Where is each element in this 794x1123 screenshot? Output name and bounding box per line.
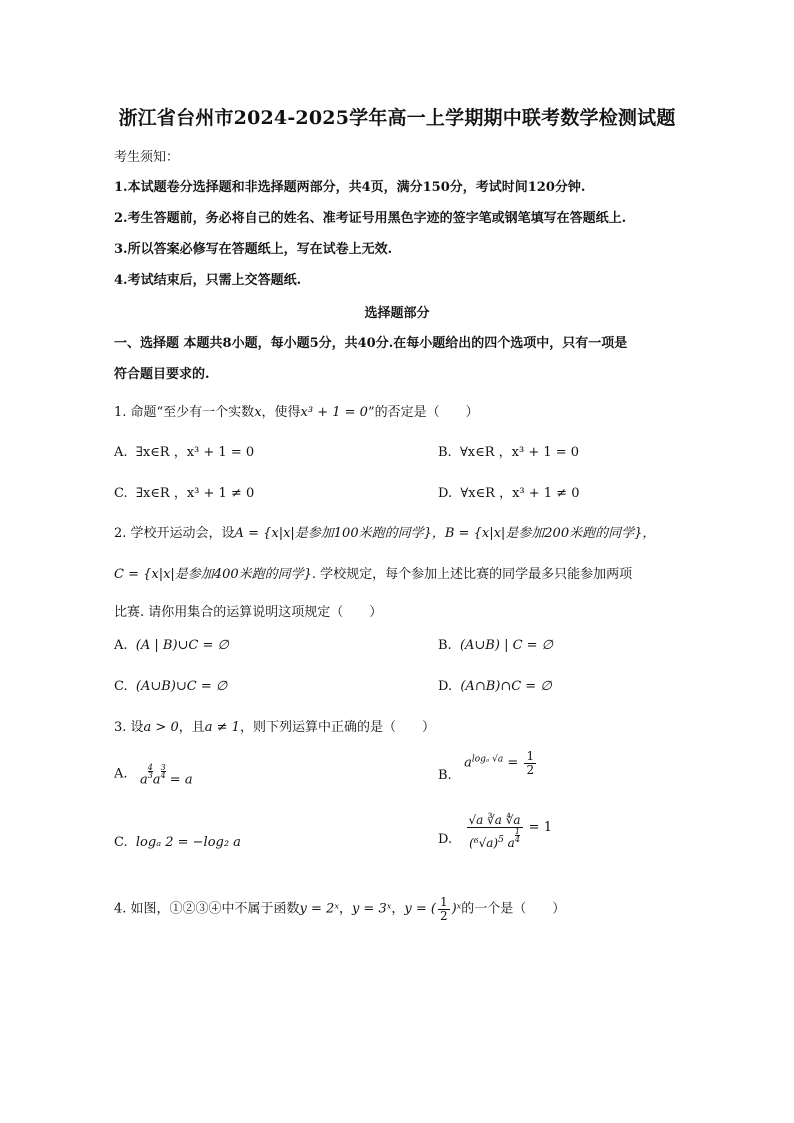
exp-num: 1 xyxy=(514,826,520,836)
q3-option-a[interactable] xyxy=(114,758,193,788)
option-text: ∃x∈R ，x³ + 1 = 0 xyxy=(135,445,255,460)
den-root: (⁶√a) xyxy=(469,835,499,850)
option-text: (A | B)∪C = ∅ xyxy=(135,638,229,653)
question-4-stem xyxy=(114,896,565,922)
den-exp: 5 xyxy=(498,834,504,845)
option-text: (A∪B) | C = ∅ xyxy=(459,638,554,653)
notice-heading: 考生须知： xyxy=(114,150,180,165)
notice-item-4: 4.考试结束后，只需上交答题纸. xyxy=(114,273,302,288)
q1-stem-c: ”的否定是（ ） xyxy=(367,405,479,420)
q2-option-c[interactable] xyxy=(114,679,227,694)
q2-option-b[interactable] xyxy=(438,638,553,653)
q3-condition-2: a ≠ 1 xyxy=(204,720,240,735)
exponent-frac xyxy=(161,764,166,779)
option-label: A. xyxy=(114,766,128,782)
q2-set-a: A = {x|x|是参加100米跑的同学}， xyxy=(234,526,445,541)
notice-item-3: 3.所以答案必修写在答题纸上，写在试卷上无效. xyxy=(114,242,393,257)
exp-den: 3 xyxy=(147,771,153,781)
option-label: B. xyxy=(438,445,452,460)
q4-function-3-close: )ˣ xyxy=(451,901,462,917)
option-text: (A∩B)∩C = ∅ xyxy=(460,679,552,694)
option-label: D. xyxy=(438,679,453,694)
q3-stem-b: ，且 xyxy=(178,720,205,735)
den-exp-frac xyxy=(515,828,520,843)
frac-num: 1 xyxy=(526,749,535,763)
q3-condition-1: a > 0 xyxy=(143,720,179,735)
option-text: logₐ 2 = −log₂ a xyxy=(135,835,241,850)
equals-sign: = xyxy=(507,755,519,771)
frac-num: 1 xyxy=(439,895,448,909)
q3-option-d[interactable] xyxy=(438,814,552,849)
exp-num: 4 xyxy=(147,763,153,772)
frac-den xyxy=(467,828,523,850)
option-label: C. xyxy=(114,486,128,501)
section-intro-line-2: 符合题目要求的. xyxy=(114,367,210,382)
q1-option-c[interactable] xyxy=(114,482,254,501)
option-label: B. xyxy=(438,767,452,783)
option-text: ∃x∈R ，x³ + 1 ≠ 0 xyxy=(135,486,255,501)
q1-var: x xyxy=(254,405,262,420)
q4-function-3-open: y = ( xyxy=(404,901,436,917)
option-label: B. xyxy=(438,638,452,653)
exp-num: 3 xyxy=(160,763,166,772)
rhs: = 1 xyxy=(528,820,552,836)
q3-option-c[interactable] xyxy=(114,835,241,850)
q1-option-a[interactable] xyxy=(114,441,254,460)
q1-option-b[interactable] xyxy=(438,441,579,460)
q4-function-1: y = 2ˣ xyxy=(299,901,339,917)
question-1-stem xyxy=(114,401,479,420)
separator: ， xyxy=(338,901,352,917)
section-intro-line-1: 一、选择题 本题共8小题，每小题5分，共40分.在每小题给出的四个选项中，只有一项是 xyxy=(114,336,628,351)
section-title: 选择题部分 xyxy=(364,306,430,321)
option-formula xyxy=(140,764,193,788)
q3-stem-c: ，则下列运算中正确的是（ ） xyxy=(239,720,435,735)
rhs: = a xyxy=(169,772,193,788)
notice-item-1: 1.本试题卷分选择题和非选择题两部分，共4页，满分150分，考试时间120分钟. xyxy=(114,180,586,195)
q2-set-c: C = {x|x|是参加400米跑的同学} xyxy=(114,567,312,582)
option-label: A. xyxy=(114,445,128,460)
frac-den: 2 xyxy=(439,908,448,923)
option-text: (A∪B)∪C = ∅ xyxy=(135,679,228,694)
exponent-log: logₐ √a xyxy=(471,754,504,765)
q3-option-b[interactable] xyxy=(438,749,538,783)
radical-fraction xyxy=(467,814,523,849)
q1-stem-a: 1. 命题“至少有一个实数 xyxy=(114,405,255,420)
option-label: D. xyxy=(438,486,453,501)
q2-option-d[interactable] xyxy=(438,679,552,694)
q2-set-b: B = {x|x|是参加200米跑的同学}， xyxy=(444,526,656,541)
q4-function-2: y = 3ˣ xyxy=(351,901,392,917)
q1-equation: x³ + 1 = 0 xyxy=(300,405,368,420)
option-label: D. xyxy=(438,832,453,848)
separator: ， xyxy=(391,901,405,917)
option-text: ∀x∈R ，x³ + 1 = 0 xyxy=(459,445,580,460)
q3-stem-a: 3. 设 xyxy=(114,720,144,735)
exp-den: 4 xyxy=(514,834,520,844)
q2-stem-b: . 学校规定，每个参加上述比赛的同学最多只能参加两项 xyxy=(311,567,633,582)
q4-function-3-fraction xyxy=(438,896,450,922)
fraction-one-half xyxy=(524,750,536,776)
base-a: a xyxy=(139,772,148,788)
q1-option-d[interactable] xyxy=(438,482,579,501)
option-label: C. xyxy=(114,679,128,694)
frac-num: √a ∛a ∜a xyxy=(468,813,521,827)
base-a: a xyxy=(464,755,472,771)
frac-den: 2 xyxy=(526,762,535,777)
question-3-stem xyxy=(114,716,435,735)
q4-stem-a: 4. 如图，①②③④中不属于函数 xyxy=(114,901,300,917)
q1-stem-b: ，使得 xyxy=(261,405,301,420)
exp-den: 4 xyxy=(160,771,166,781)
notice-item-2: 2.考生答题前，务必将自己的姓名、准考证号用黑色字迹的签字笔或钢笔填写在答题纸上. xyxy=(114,211,627,226)
base-a: a xyxy=(152,772,161,788)
option-label: A. xyxy=(114,638,128,653)
q2-option-a[interactable] xyxy=(114,638,229,653)
question-2-line-3: 比赛. 请你用集合的运算说明这项规定（ ） xyxy=(114,605,383,620)
option-label: C. xyxy=(114,835,128,850)
q2-stem-a: 2. 学校开运动会，设 xyxy=(114,526,235,541)
question-2-line-2 xyxy=(114,563,632,582)
question-2-line-1 xyxy=(114,522,655,541)
q4-stem-b: 的一个是（ ） xyxy=(461,901,566,917)
page-title: 浙江省台州市2024-2025学年高一上学期期中联考数学检测试题 xyxy=(118,107,676,129)
den-a: a xyxy=(507,835,515,850)
option-text: ∀x∈R ，x³ + 1 ≠ 0 xyxy=(460,486,580,501)
